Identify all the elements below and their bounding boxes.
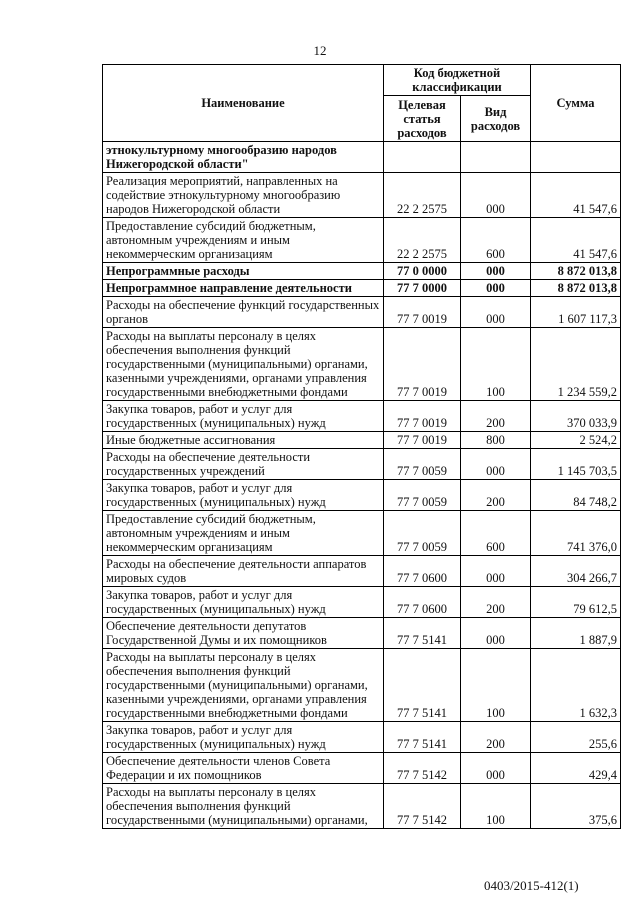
- table-row: [103, 432, 621, 449]
- row-sum: 1 887,9: [531, 618, 621, 649]
- row-expense-type: 100: [461, 784, 531, 829]
- row-target-article: 22 2 2575: [384, 173, 461, 218]
- row-expense-type: 000: [461, 556, 531, 587]
- row-sum: 1 234 559,2: [531, 328, 621, 401]
- row-name: Обеспечение деятельности депутатов Государственной Думы и их помощников: [103, 618, 384, 649]
- row-target-article: 77 7 5141: [384, 618, 461, 649]
- row-expense-type: 000: [461, 280, 531, 297]
- row-name: Закупка товаров, работ и услуг для государственных (муниципальных) нужд: [103, 401, 384, 432]
- header-expense-type: Вид расходов: [461, 96, 531, 142]
- row-target-article: 77 7 0600: [384, 556, 461, 587]
- row-target-article: 77 7 0019: [384, 328, 461, 401]
- row-name: Расходы на обеспечение функций государственных органов: [103, 297, 384, 328]
- row-sum: 79 612,5: [531, 587, 621, 618]
- row-target-article: 77 7 5141: [384, 649, 461, 722]
- row-expense-type: 000: [461, 618, 531, 649]
- row-target-article: 77 7 0019: [384, 297, 461, 328]
- row-sum: 375,6: [531, 784, 621, 829]
- row-name: Предоставление субсидий бюджетным, автономным учреждениям и иным некоммерческим организациям: [103, 218, 384, 263]
- row-sum: [531, 142, 621, 173]
- row-target-article: 77 7 0059: [384, 511, 461, 556]
- row-expense-type: 200: [461, 401, 531, 432]
- table-row: [103, 556, 621, 587]
- budget-table: [102, 64, 621, 829]
- row-name: этнокультурному многообразию народов Нижегородской области": [103, 142, 384, 173]
- row-sum: 304 266,7: [531, 556, 621, 587]
- row-target-article: 77 7 0600: [384, 587, 461, 618]
- row-target-article: 77 0 0000: [384, 263, 461, 280]
- row-name: Закупка товаров, работ и услуг для государственных (муниципальных) нужд: [103, 722, 384, 753]
- row-expense-type: 200: [461, 722, 531, 753]
- row-target-article: 77 7 0059: [384, 480, 461, 511]
- row-sum: 741 376,0: [531, 511, 621, 556]
- row-target-article: 77 7 5141: [384, 722, 461, 753]
- row-target-article: [384, 142, 461, 173]
- row-expense-type: 800: [461, 432, 531, 449]
- row-name: Иные бюджетные ассигнования: [103, 432, 384, 449]
- row-sum: 255,6: [531, 722, 621, 753]
- row-name: Закупка товаров, работ и услуг для государственных (муниципальных) нужд: [103, 480, 384, 511]
- row-sum: 370 033,9: [531, 401, 621, 432]
- row-sum: 8 872 013,8: [531, 280, 621, 297]
- table-row: [103, 784, 621, 829]
- page-number: 12: [313, 43, 327, 58]
- row-expense-type: 000: [461, 263, 531, 280]
- row-name: Непрограммные расходы: [103, 263, 384, 280]
- table-row: [103, 142, 621, 173]
- table-row: [103, 263, 621, 280]
- header-sum: Сумма: [531, 65, 621, 142]
- row-sum: 41 547,6: [531, 173, 621, 218]
- header-target-article: Целевая статья расходов: [384, 96, 461, 142]
- row-expense-type: 100: [461, 649, 531, 722]
- table-row: [103, 449, 621, 480]
- row-expense-type: 600: [461, 218, 531, 263]
- row-expense-type: 600: [461, 511, 531, 556]
- row-expense-type: 000: [461, 449, 531, 480]
- row-expense-type: 200: [461, 587, 531, 618]
- row-target-article: 77 7 0019: [384, 401, 461, 432]
- row-target-article: 77 7 0000: [384, 280, 461, 297]
- row-expense-type: [461, 142, 531, 173]
- row-sum: 429,4: [531, 753, 621, 784]
- row-name: Расходы на обеспечение деятельности государственных учреждений: [103, 449, 384, 480]
- row-expense-type: 100: [461, 328, 531, 401]
- row-target-article: 77 7 5142: [384, 784, 461, 829]
- row-expense-type: 000: [461, 173, 531, 218]
- table-row: [103, 649, 621, 722]
- table-row: [103, 280, 621, 297]
- table-row: [103, 722, 621, 753]
- row-name: Реализация мероприятий, направленных на содействие этнокультурному многообразию народов Нижегородской области: [103, 173, 384, 218]
- row-name: Расходы на выплаты персоналу в целях обеспечения выполнения функций государственными (муниципальными) органами,: [103, 784, 384, 829]
- header-name: Наименование: [103, 65, 384, 142]
- row-sum: 8 872 013,8: [531, 263, 621, 280]
- table-row: [103, 587, 621, 618]
- row-expense-type: 000: [461, 297, 531, 328]
- header-code-group: Код бюджетной классификации: [384, 65, 531, 96]
- row-expense-type: 200: [461, 480, 531, 511]
- table-row: [103, 328, 621, 401]
- row-name: Расходы на выплаты персоналу в целях обеспечения выполнения функций государственными (муниципальными) органами, казенными учреждениями, органами управления государственными внебюджетными фондами: [103, 328, 384, 401]
- row-sum: 2 524,2: [531, 432, 621, 449]
- row-target-article: 22 2 2575: [384, 218, 461, 263]
- row-sum: 41 547,6: [531, 218, 621, 263]
- row-target-article: 77 7 0059: [384, 449, 461, 480]
- row-target-article: 77 7 5142: [384, 753, 461, 784]
- row-sum: 1 145 703,5: [531, 449, 621, 480]
- row-sum: 84 748,2: [531, 480, 621, 511]
- row-sum: 1 632,3: [531, 649, 621, 722]
- row-name: Закупка товаров, работ и услуг для государственных (муниципальных) нужд: [103, 587, 384, 618]
- document-code: 0403/2015-412(1): [484, 878, 579, 893]
- row-sum: 1 607 117,3: [531, 297, 621, 328]
- row-name: Непрограммное направление деятельности: [103, 280, 384, 297]
- table-row: [103, 401, 621, 432]
- table-row: [103, 753, 621, 784]
- table-row: [103, 218, 621, 263]
- table-row: [103, 618, 621, 649]
- row-name: Расходы на выплаты персоналу в целях обеспечения выполнения функций государственными (муниципальными) органами, казенными учреждениями, органами управления государственными внебюджетными фондами: [103, 649, 384, 722]
- table-row: [103, 297, 621, 328]
- table-row: [103, 173, 621, 218]
- row-target-article: 77 7 0019: [384, 432, 461, 449]
- row-name: Обеспечение деятельности членов Совета Федерации и их помощников: [103, 753, 384, 784]
- table-row: [103, 511, 621, 556]
- row-name: Предоставление субсидий бюджетным, автономным учреждениям и иным некоммерческим организациям: [103, 511, 384, 556]
- table-row: [103, 480, 621, 511]
- row-expense-type: 000: [461, 753, 531, 784]
- row-name: Расходы на обеспечение деятельности аппаратов мировых судов: [103, 556, 384, 587]
